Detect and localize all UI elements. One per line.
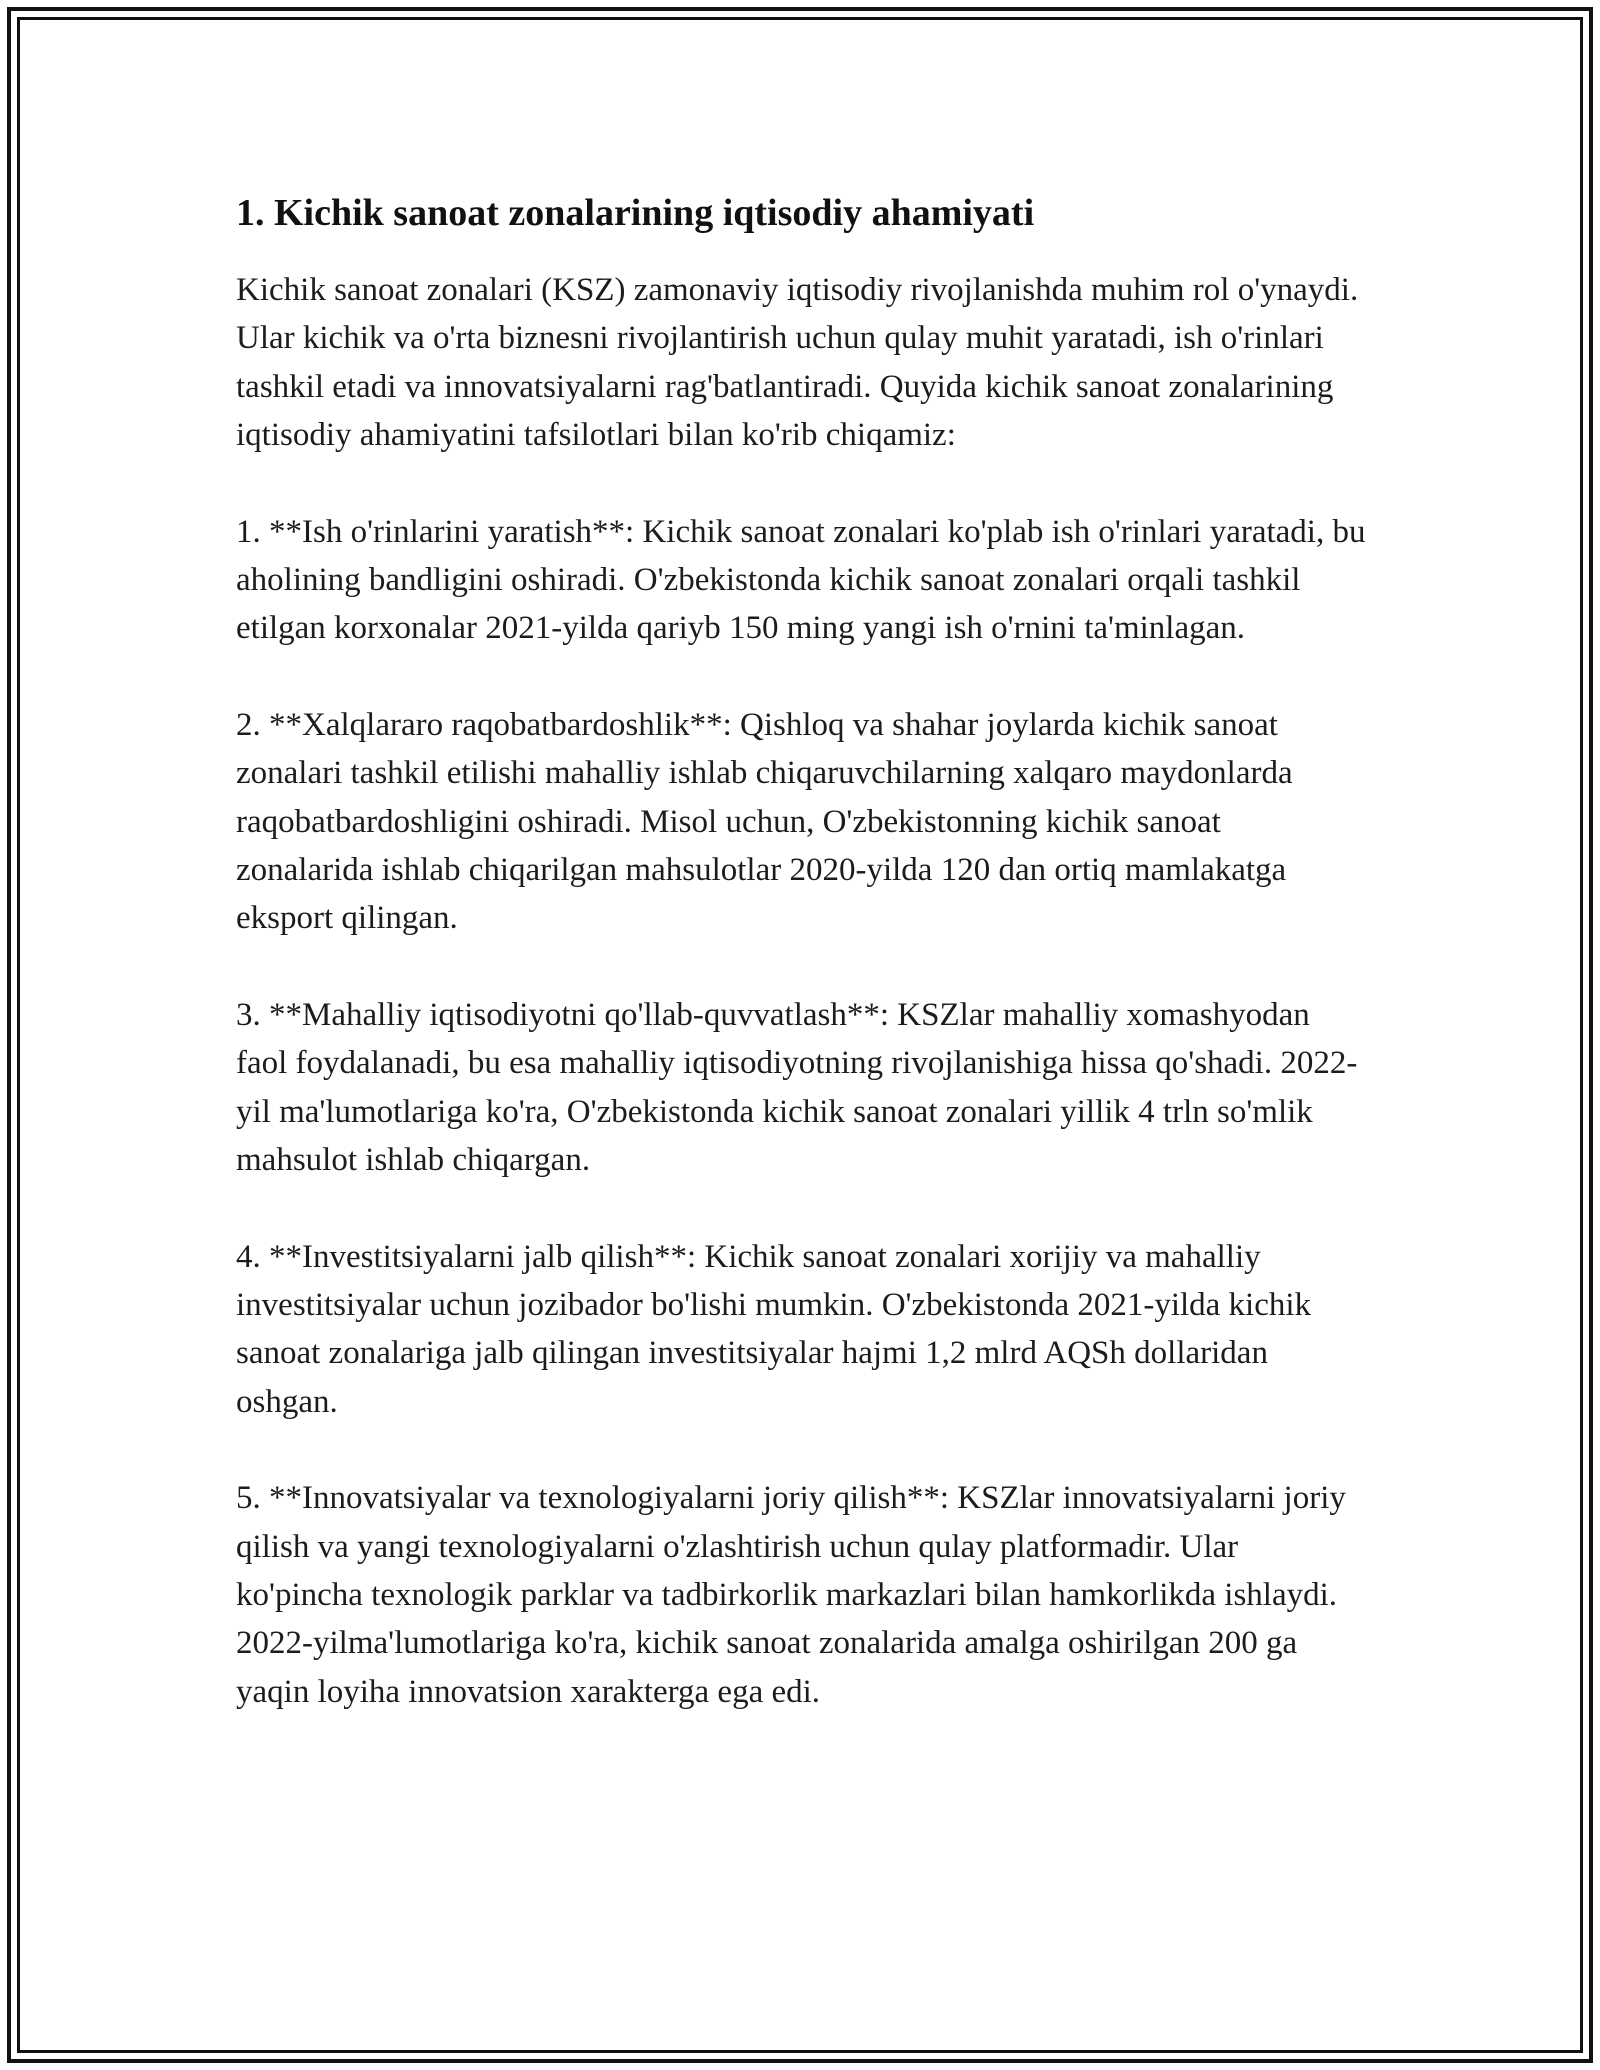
list-item-innovations: 5. **Innovatsiyalar va texnologiyalarni joriy qilish**: KSZlar innovatsiyalarni joriy qilish va yangi texnologiyalarni o'zlashtirish uchun qulay platformadir. Ular ko'pincha texnologik parklar va tadbirkorlik markazlari bilan hamkorlikda ishlaydi. 2022-yilma'lumotlariga ko'ra, kichik sanoat zonalarida amalga oshirilgan 200 ga yaqin loyiha innovatsion xarakterga ega edi.	[236, 1480, 1346, 1710]
intro-paragraph: Kichik sanoat zonalari (KSZ) zamonaviy iqtisodiy rivojlanishda muhim rol o'ynaydi. Ular kichik va o'rta biznesni rivojlantirish uchun qulay muhit yaratadi, ish o'rinlari tashkil etadi va innovatsiyalarni rag'batlantiradi. Quyida kichik sanoat zonalarining iqtisodiy ahamiyatini tafsilotlari bilan ko'rib chiqamiz:	[236, 272, 1359, 454]
document-body	[236, 186, 1366, 1764]
list-item-competitiveness: 2. **Xalqlararo raqobatbardoshlik**: Qishloq va shahar joylarda kichik sanoat zonalari tashkil etilishi mahalliy ishlab chiqaruvchilarning xalqaro maydonlarda raqobatbardoshligini oshiradi. Misol uchun, O'zbekistonning kichik sanoat zonalarida ishlab chiqarilgan mahsulotlar 2020-yilda 120 dan ortiq mamlakatga eksport qilingan.	[236, 706, 1293, 937]
list-item-investments: 4. **Investitsiyalarni jalb qilish**: Kichik sanoat zonalari xorijiy va mahalliy investitsiyalar uchun jozibador bo'lishi mumkin. O'zbekistonda 2021-yilda kichik sanoat zonalariga jalb qilingan investitsiyalar hajmi 1,2 mlrd AQSh dollaridan oshgan.	[236, 1238, 1312, 1420]
list-item-local-economy: 3. **Mahalliy iqtisodiyotni qo'llab-quvvatlash**: KSZlar mahalliy xomashyodan faol foydalanadi, bu esa mahalliy iqtisodiyotning rivojlanishiga hissa qo'shadi. 2022-yil ma'lumotlariga ko'ra, O'zbekistonda kichik sanoat zonalari yillik 4 trln so'mlik mahsulot ishlab chiqargan.	[236, 996, 1358, 1179]
list-item-jobs: 1. **Ish o'rinlarini yaratish**: Kichik sanoat zonalari ko'plab ish o'rinlari yaratadi, bu aholining bandligini oshiradi. O'zbekistonda kichik sanoat zonalari orqali tashkil etilgan korxonalar 2021-yilda qariyb 150 ming yangi ish o'rnini ta'minlagan.	[236, 513, 1366, 647]
section-heading: 1. Kichik sanoat zonalarining iqtisodiy ahamiyati	[236, 192, 1035, 234]
